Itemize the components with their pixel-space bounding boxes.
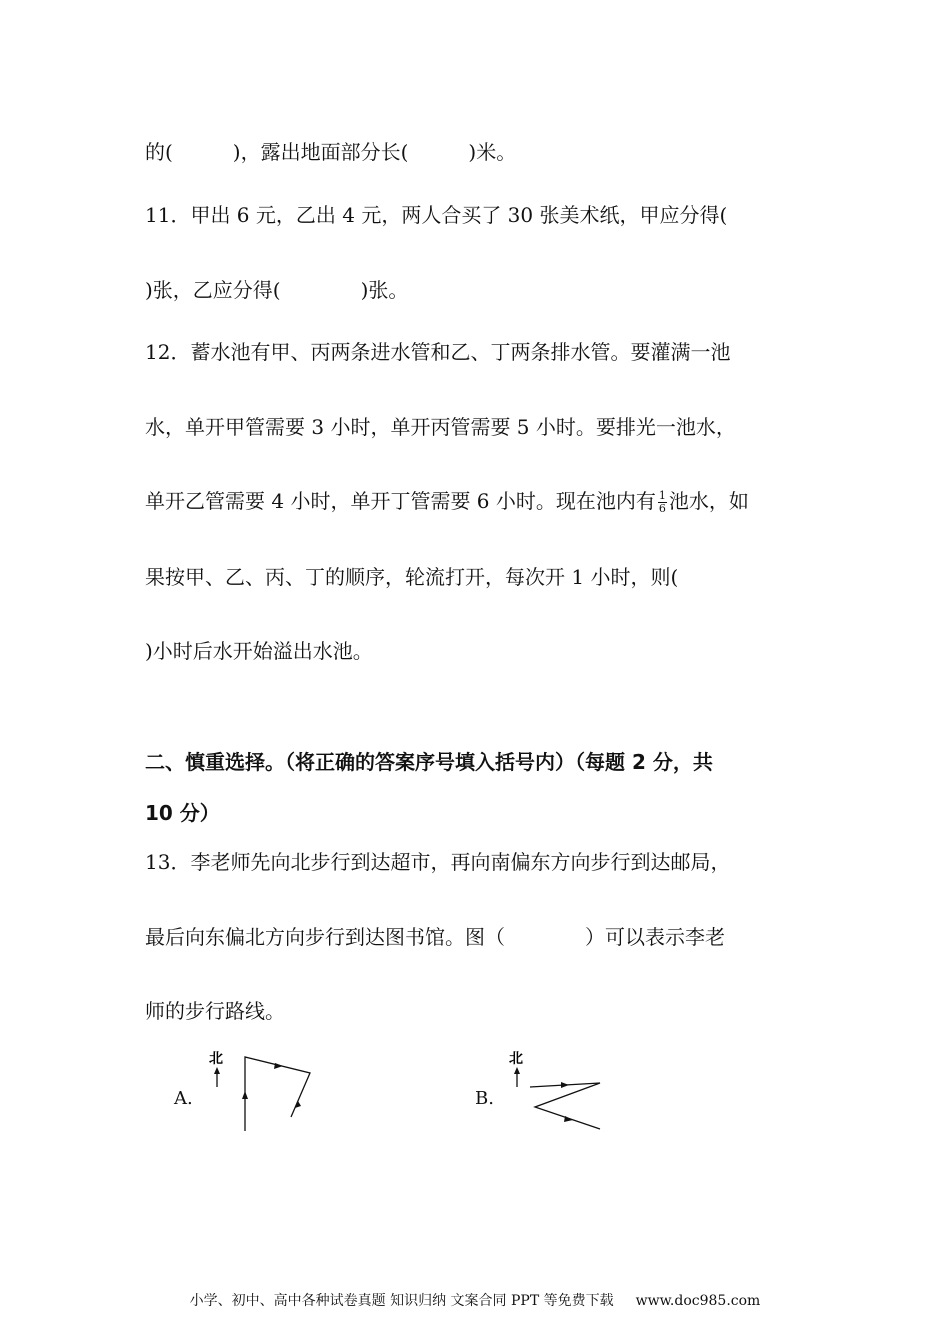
option-b-figure [505, 1045, 615, 1140]
option-b-label: B. [475, 1088, 494, 1109]
page-footer [0, 1290, 950, 1310]
q12-line-3 [145, 489, 749, 515]
section-2-heading-cont: 10 分） [145, 801, 220, 825]
q12-line-3-end: 池水，如 [668, 489, 749, 513]
q12-line-3-start: 单开乙管需要 4 小时，单开丁管需要 6 小时。现在池内有 [145, 489, 656, 513]
q12-line-2: 水，单开甲管需要 3 小时，单开丙管需要 5 小时。要排光一池水， [145, 415, 736, 439]
north-label-a: 北 [209, 1051, 223, 1067]
footer-text: 小学、初中、高中各种试卷真题 知识归纳 文案合同 PPT 等免费下载 [189, 1293, 614, 1309]
option-a-label: A. [174, 1088, 193, 1109]
option-a-route-diagram [205, 1045, 325, 1140]
q13-line-2: 最后向东偏北方向步行到达图书馆。图（ ）可以表示李老 [145, 925, 725, 949]
section-2-heading: 二、慎重选择。（将正确的答案序号填入括号内）（每题 2 分，共 [145, 750, 713, 774]
footer-site-link[interactable]: www.doc985.com [635, 1293, 761, 1309]
route-arrow-b1-icon [561, 1082, 569, 1088]
q10-tail: 的( )，露出地面部分长( )米。 [145, 140, 517, 164]
fraction-denominator: 6 [658, 502, 666, 515]
fraction-numerator: 1 [658, 489, 666, 502]
route-path-b [530, 1083, 600, 1129]
option-b-route-diagram [505, 1045, 615, 1140]
north-arrowhead-a-icon [214, 1067, 220, 1074]
q11-line-2: )张，乙应分得( )张。 [145, 278, 409, 302]
route-arrow-a1-icon [242, 1091, 248, 1099]
north-arrowhead-b-icon [514, 1067, 520, 1074]
q12-line-5: )小时后水开始溢出水池。 [145, 639, 373, 663]
q12-line-4: 果按甲、乙、丙、丁的顺序，轮流打开，每次开 1 小时，则( [145, 565, 679, 589]
q13-line-3: 师的步行路线。 [145, 999, 285, 1023]
q13-line-1: 13．李老师先向北步行到达超市，再向南偏东方向步行到达邮局， [145, 850, 731, 874]
route-arrow-a2-icon [274, 1063, 283, 1069]
q11-line-1: 11．甲出 6 元，乙出 4 元，两人合买了 30 张美术纸，甲应分得( [145, 203, 728, 227]
fraction-one-sixth [658, 490, 667, 515]
route-path-a [245, 1057, 310, 1131]
option-a-figure [205, 1045, 325, 1140]
north-label-b: 北 [509, 1051, 523, 1067]
q12-line-1: 12．蓄水池有甲、丙两条进水管和乙、丁两条排水管。要灌满一池 [145, 340, 731, 364]
